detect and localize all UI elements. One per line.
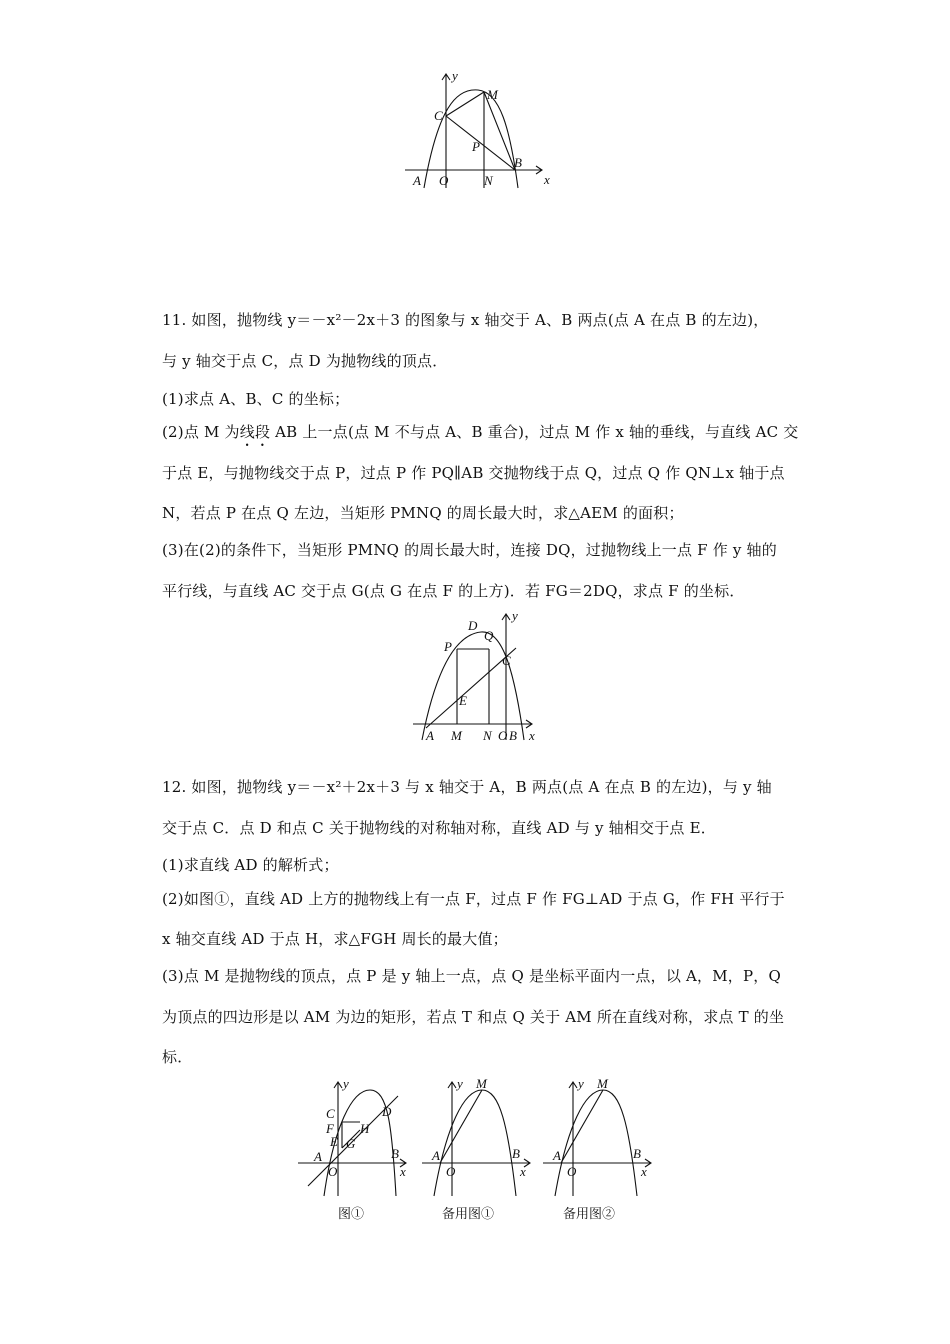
- fig-q12a-label-A: A: [314, 1149, 322, 1164]
- fig-q12c-label-M: M: [597, 1076, 608, 1091]
- fig-q12b-label-M: M: [476, 1076, 487, 1091]
- fig-q11-label-C: C: [502, 653, 511, 668]
- fig-top-label-C: C: [434, 108, 443, 123]
- fig-q11-label-O: O: [498, 728, 508, 743]
- q12-stem-line2: 交于点 C．点 D 和点 C 关于抛物线的对称轴对称，直线 AD 与 y 轴相交于点 E．: [162, 819, 716, 837]
- fig-q11-label-y: y: [512, 608, 518, 623]
- fig-q12b-label-A: A: [432, 1148, 440, 1163]
- q11-part2-emphasis: 线段: [239, 423, 271, 441]
- fig-q12c-label-B: B: [633, 1146, 641, 1161]
- fig-top-label-N: N: [484, 173, 493, 188]
- fig-q11-label-E: E: [459, 693, 467, 708]
- q11-part1: (1)求点 A、B、C 的坐标；: [162, 390, 350, 408]
- figure-q12-backup1: [420, 1076, 538, 1226]
- fig-q12a-label-D: D: [382, 1104, 392, 1119]
- fig-q12a-label-F: F: [326, 1121, 334, 1136]
- q11-part3-line2: 平行线，与直线 AC 交于点 G(点 G 在点 F 的上方)．若 FG＝2DQ，求点 F 的坐标．: [162, 582, 745, 600]
- q11-part2-line1: [162, 422, 802, 450]
- fig-q12a-label-B: B: [391, 1146, 399, 1161]
- fig-top-label-B: B: [514, 155, 522, 170]
- fig-q12c-label-O: O: [567, 1164, 577, 1179]
- fig-q12a-label-E: E: [330, 1134, 338, 1149]
- fig-q12a-label-G: G: [346, 1136, 356, 1151]
- q12-stem-line1: 12. 如图，抛物线 y＝－x²＋2x＋3 与 x 轴交于 A，B 两点(点 A 在点 B 的左边)，与 y 轴: [162, 778, 772, 796]
- fig-q12c-label-x: x: [641, 1164, 647, 1179]
- q12-part3-line2: 为顶点的四边形是以 AM 为边的矩形，若点 T 和点 Q 关于 AM 所在直线对称，求点 T 的坐: [162, 1008, 785, 1026]
- q11-part2-post: AB 上一点(点 M 不与点 A、B 重合)，过点 M 作 x 轴的垂线，与直线 AC 交: [270, 423, 799, 441]
- q11-stem-line1: 11. 如图，抛物线 y＝－x²－2x＋3 的图象与 x 轴交于 A、B 两点(点 A 在点 B 的左边)，: [162, 311, 769, 329]
- fig-top-label-P: P: [472, 139, 480, 154]
- figure-q11: [408, 608, 548, 743]
- q11-stem-line2: 与 y 轴交于点 C，点 D 为抛物线的顶点．: [162, 352, 448, 370]
- q12-part1: (1)求直线 AD 的解析式；: [162, 856, 339, 874]
- q12-part3-line1: (3)点 M 是抛物线的顶点，点 P 是 y 轴上一点，点 Q 是坐标平面内一点，以 A，M，P，Q: [162, 967, 781, 985]
- fig-q12c-label-A: A: [553, 1148, 561, 1163]
- fig-q11-label-P: P: [444, 639, 452, 654]
- fig-q12b-label-x: x: [520, 1164, 526, 1179]
- fig-q12a-label-C: C: [326, 1106, 335, 1121]
- fig-q11-label-N: N: [483, 728, 492, 743]
- fig-q12b-caption: 备用图①: [442, 1207, 495, 1222]
- q11-part2-line3: N，若点 P 在点 Q 左边，当矩形 PMNQ 的周长最大时，求△AEM 的面积；: [162, 504, 684, 522]
- fig-q12a-label-O: O: [328, 1164, 338, 1179]
- fig-top-label-O: O: [439, 173, 449, 188]
- fig-q12a-label-y: y: [343, 1076, 349, 1091]
- fig-q11-label-M: M: [451, 728, 462, 743]
- fig-q11-label-A: A: [426, 728, 434, 743]
- fig-q12c-caption: 备用图②: [563, 1207, 616, 1222]
- fig-q11-label-Q: Q: [484, 628, 494, 643]
- figure-top-parabola: [400, 68, 560, 193]
- q11-part2-line2: 于点 E，与抛物线交于点 P，过点 P 作 PQ∥AB 交抛物线于点 Q，过点 Q 作 QN⊥x 轴于点: [162, 464, 785, 482]
- fig-q11-label-B: B: [509, 728, 517, 743]
- fig-q11-label-x: x: [529, 728, 535, 743]
- fig-q12b-label-B: B: [512, 1146, 520, 1161]
- fig-q12a-label-x: x: [400, 1164, 406, 1179]
- fig-q11-label-D: D: [468, 618, 478, 633]
- q12-part3-line3: 标．: [162, 1048, 193, 1066]
- fig-top-label-M: M: [487, 87, 498, 102]
- q12-part2-line2: x 轴交直线 AD 于点 H，求△FGH 周长的最大值；: [162, 930, 508, 948]
- fig-top-label-x: x: [544, 172, 550, 187]
- figure-q12-backup2: [541, 1076, 659, 1226]
- q12-part2-line1: (2)如图①，直线 AD 上方的抛物线上有一点 F，过点 F 作 FG⊥AD 于点 G，作 FH 平行于: [162, 890, 785, 908]
- fig-q12a-label-H: H: [360, 1121, 370, 1136]
- q11-part2-pre: (2)点 M 为: [162, 423, 240, 441]
- figure-q12-main: [294, 1076, 418, 1226]
- q11-part3-line1: (3)在(2)的条件下，当矩形 PMNQ 的周长最大时，连接 DQ，过抛物线上一点 F 作 y 轴的: [162, 541, 777, 559]
- fig-top-label-y: y: [452, 68, 458, 83]
- fig-q12b-label-O: O: [446, 1164, 456, 1179]
- fig-q12c-label-y: y: [578, 1076, 584, 1091]
- fig-top-label-A: A: [413, 173, 421, 188]
- fig-q12b-label-y: y: [457, 1076, 463, 1091]
- fig-q12a-caption: 图①: [338, 1207, 365, 1222]
